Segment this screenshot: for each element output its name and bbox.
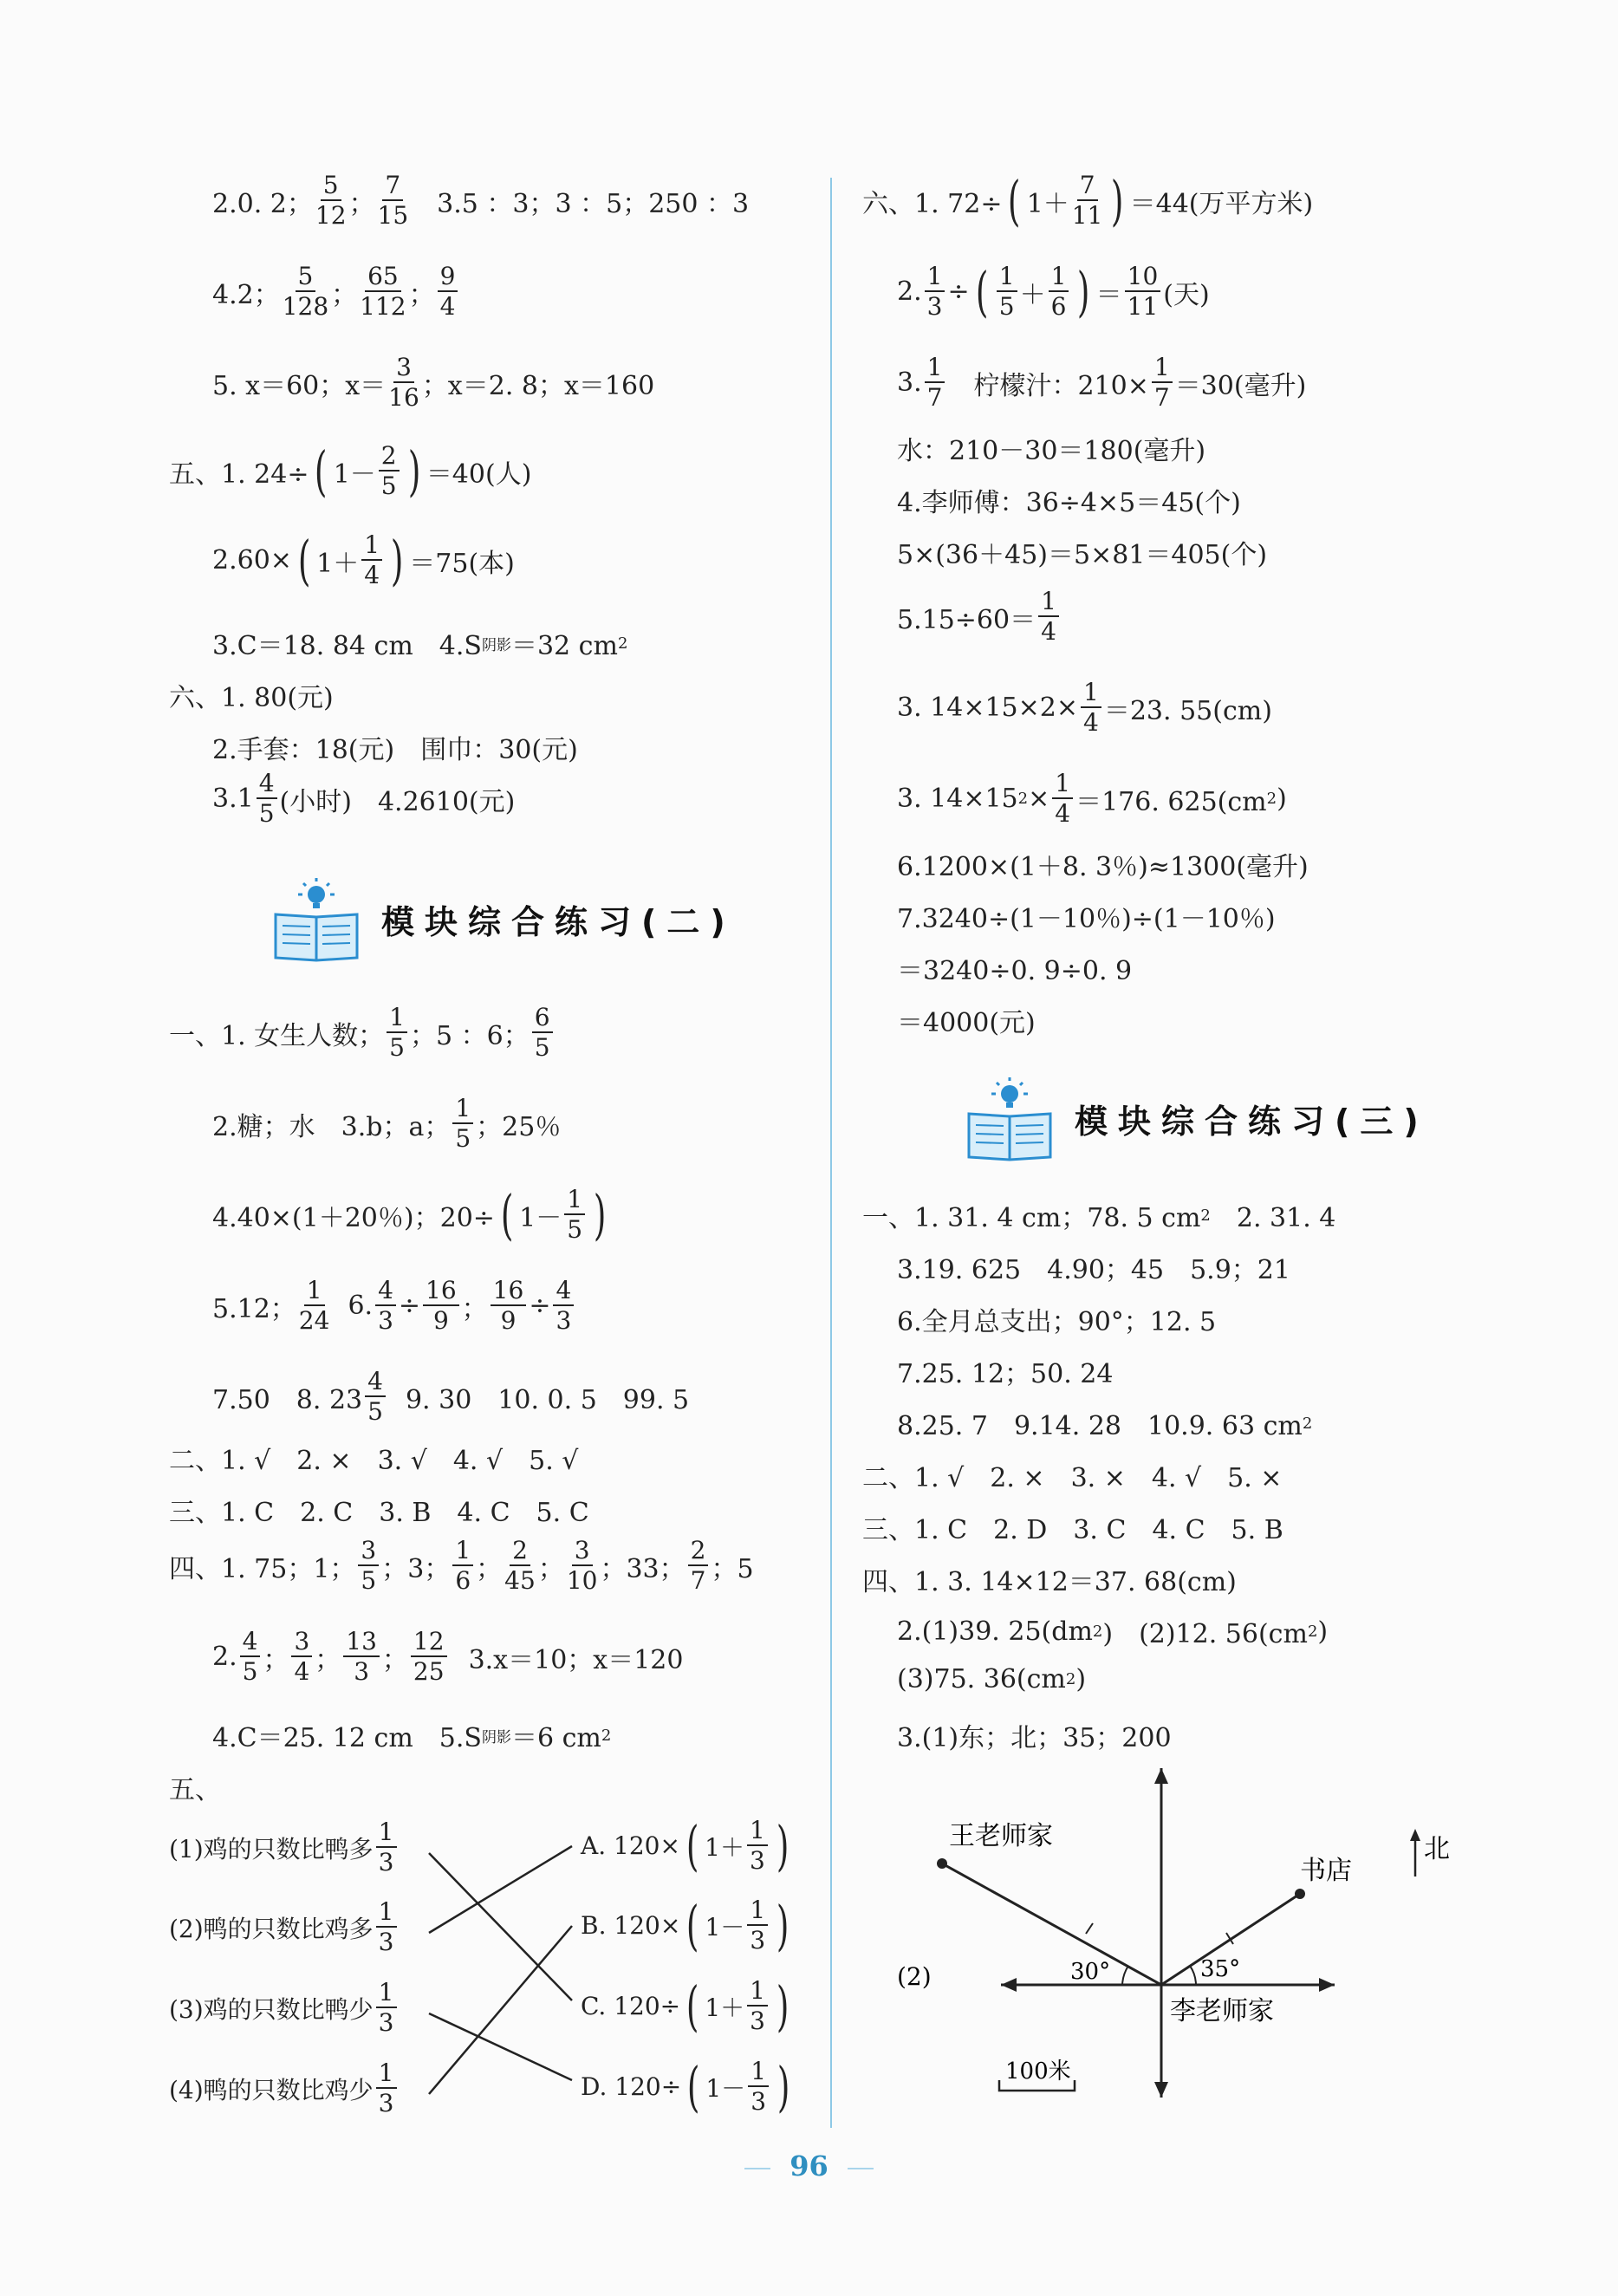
match-left-item: (4)鸭的只数比鸡少 $\frac{1}{3}$ <box>169 2061 400 2116</box>
answer-line: 3.19. 625 4.90；45 5.9；21 <box>897 1255 1290 1285</box>
match-right-item: B. 120× ( 1－ $\frac{1}{3}$ ) <box>581 1893 790 1957</box>
match-left-item: (3)鸡的只数比鸭少 $\frac{1}{3}$ <box>169 1981 400 2035</box>
answer-line: 三、1. C 2. D 3. C 4. C 5. B <box>862 1515 1283 1545</box>
answer-line: 4.40×(1＋20％)；20÷ ( 1－ $\frac{1}{5}$ ) <box>212 1182 607 1246</box>
book-lightbulb-icon <box>269 875 364 962</box>
answer-line: ＝4000(元) <box>897 1008 1036 1038</box>
answer-line: 7.25. 12；50. 24 <box>897 1359 1114 1389</box>
answer-line: 6.1200×(1＋8. 3％)≈1300(毫升) <box>897 852 1309 882</box>
matching-lines <box>169 1803 802 2118</box>
answer-line: 7.50 8. 23 $\frac{4}{5}$ 9. 30 10. 0. 5 99. 5 <box>212 1367 690 1426</box>
answer-line: 五、 <box>169 1775 221 1805</box>
match-left-item: (2)鸭的只数比鸡多 $\frac{1}{3}$ <box>169 1900 400 1955</box>
answer-line: 8.25. 7 9.14. 28 10.9. 63 cm 2 <box>897 1411 1313 1441</box>
answer-line: 2.60× ( 1＋ $\frac{1}{4}$ ) ＝75(本) <box>212 528 515 592</box>
answer-line: 2.0. 2； $\frac{5}{12}$ ； $\frac{7}{15}$ 3.5 ：3；3 ：5；250 ：3 <box>212 171 750 230</box>
answer-line: 3. 14×15×2× $\frac{1}{4}$ ＝23. 55(cm) <box>897 678 1272 737</box>
direction-map <box>862 1768 1582 2132</box>
answer-line: 三、1. C 2. C 3. B 4. C 5. C <box>169 1498 589 1528</box>
answer-line: 水：210－30＝180(毫升) <box>897 436 1206 466</box>
section-title: 模块综合练习(三) <box>1075 1102 1429 1141</box>
answer-line: 2. $\frac{4}{5}$ ； $\frac{3}{4}$ ； $\frac{13}{3}$ ； $\frac{12}{25}$ 3.x＝10；x＝120 <box>212 1627 684 1686</box>
answer-line: 2.(1)39. 25(dm 2 ) (2)12. 56(cm 2 ) <box>897 1616 1329 1649</box>
answer-line: 5.12； $\frac{1}{24}$ 6. $\frac{4}{3}$ ÷ $\frac{16}{9}$ ； $\frac{16}{9}$ ÷ $\frac{4}{3}$ <box>212 1278 576 1333</box>
answer-line: 四、1. 3. 14×12＝37. 68(cm) <box>862 1567 1237 1597</box>
match-left-item: (1)鸡的只数比鸭多 $\frac{1}{3}$ <box>169 1820 400 1875</box>
answer-line: 4.C＝25. 12 cm 5.S 阴影 ＝6 cm 2 <box>212 1723 612 1753</box>
li-home-label: 李老师家 <box>1170 1996 1274 2026</box>
north-label: 北 <box>1424 1834 1450 1864</box>
match-right-item: D. 120÷ ( 1－ $\frac{1}{3}$ ) <box>581 2054 790 2118</box>
answer-line: 一、1. 31. 4 cm；78. 5 cm 2 2. 31. 4 <box>862 1203 1336 1233</box>
section-heading-2 <box>269 875 736 962</box>
answer-line: 5×(36＋45)＝5×81＝405(个) <box>897 540 1268 570</box>
answer-line: 六、1. 80(元) <box>169 683 334 713</box>
scale-label: 100米 <box>1005 2059 1071 2085</box>
answer-line: 2. $\frac{1}{3}$ ÷ ( $\frac{1}{5}$ ＋ $\frac{1}{6}$ ) ＝ $\frac{10}{11}$ (天) <box>897 259 1210 323</box>
page-number: 96 <box>0 2150 1618 2182</box>
answer-line: 3.(1)东；北；35；200 <box>897 1723 1172 1753</box>
answer-line: 五、1. 24÷ ( 1－ $\frac{2}{5}$ ) ＝40(人) <box>169 439 532 503</box>
bookstore-point <box>1295 1889 1305 1899</box>
answer-line: 5.15÷60＝ $\frac{1}{4}$ <box>897 589 1062 644</box>
wang-home-point <box>937 1858 947 1869</box>
angle-arc-left <box>1122 1966 1128 1985</box>
answer-line: 5. x＝60；x＝ $\frac{3}{16}$ ；x＝2. 8；x＝160 <box>212 353 655 412</box>
match-right-item: C. 120÷ ( 1＋ $\frac{1}{3}$ ) <box>581 1974 790 2038</box>
answer-line: 2.手套：18(元) 围巾：30(元) <box>212 735 578 765</box>
answer-line: 6.全月总支出；90°；12. 5 <box>897 1307 1217 1337</box>
map-part-label: (2) <box>897 1962 932 1991</box>
answer-line: (3)75. 36(cm 2 ) <box>897 1664 1087 1694</box>
answer-line: 3.1 $\frac{4}{5}$ (小时) 4.2610(元) <box>212 769 516 828</box>
bookstore-label: 书店 <box>1300 1856 1352 1886</box>
angle-left-label: 30° <box>1070 1959 1111 1985</box>
answer-line: 二、1. √ 2. × 3. × 4. √ 5. × <box>862 1463 1283 1493</box>
match-right-item: A. 120× ( 1＋ $\frac{1}{3}$ ) <box>581 1813 790 1877</box>
answer-line: 二、1. √ 2. × 3. √ 4. √ 5. √ <box>169 1446 579 1476</box>
answer-line: 3.C＝18. 84 cm 4.S 阴影 ＝32 cm 2 <box>212 631 628 661</box>
answer-line: 4.李师傅：36÷4×5＝45(个) <box>897 488 1241 518</box>
answer-line: 2.糖；水 3.b；a； $\frac{1}{5}$ ；25％ <box>212 1094 562 1153</box>
answer-line: 四、1. 75；1； $\frac{3}{5}$ ；3； $\frac{1}{6}$ ； $\frac{2}{45}$ ； $\frac{3}{10}$ ；33； $\frac{2}{7}$ ；5 <box>169 1536 754 1595</box>
section-heading-3 <box>962 1075 1429 1161</box>
answer-line: 一、1. 女生人数； $\frac{1}{5}$ ；5 ：6； $\frac{6}{5}$ <box>169 1005 556 1060</box>
answer-line: 3. 14×15 2 × $\frac{1}{4}$ ＝176. 625(cm 2 ) <box>897 769 1287 828</box>
answer-line: 六、1. 72÷ ( 1＋ $\frac{7}{11}$ ) ＝44(万平方米) <box>862 168 1314 232</box>
wang-home-label: 王老师家 <box>949 1821 1053 1851</box>
column-divider <box>830 178 832 2128</box>
answer-line: 7.3240÷(1－10％)÷(1－10％) <box>897 904 1276 934</box>
book-lightbulb-icon <box>962 1075 1057 1161</box>
section-title: 模块综合练习(二) <box>381 902 736 941</box>
answer-line: ＝3240÷0. 9÷0. 9 <box>897 956 1133 986</box>
angle-arc-right <box>1190 1966 1196 1985</box>
answer-line: 3. $\frac{1}{7}$ 柠檬汁：210× $\frac{1}{7}$ ＝30(毫升) <box>897 353 1307 412</box>
angle-right-label: 35° <box>1200 1956 1241 1982</box>
answer-line: 4.2； $\frac{5}{128}$ ； $\frac{65}{112}$ ； $\frac{9}{4}$ <box>212 264 460 319</box>
